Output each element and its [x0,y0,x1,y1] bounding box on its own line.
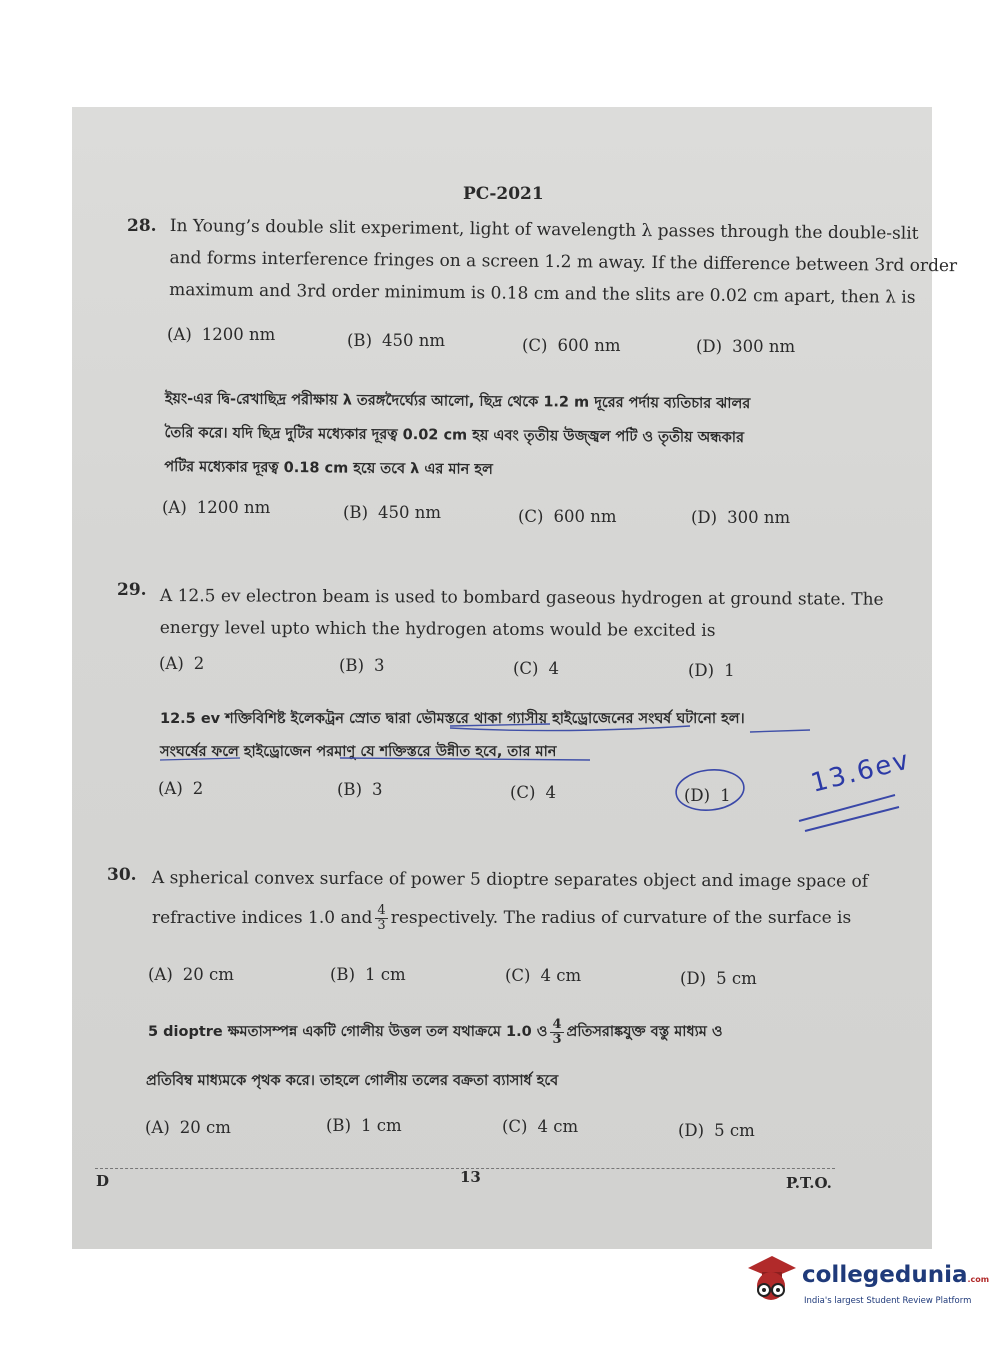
q28-option-a[interactable]: (A) 1200 nm [167,325,276,344]
fraction-four-thirds: $\frac{4}{3}$ [377,903,386,933]
logo-com: .com [967,1275,990,1284]
question-30-bengali-line-1 [148,1014,723,1050]
mascot-icon [738,1250,798,1310]
q30-option-d[interactable]: (D) 5 cm [680,969,757,988]
question-28-line-1: In Young’s double slit experiment, light of wavelength λ passes through the double-slit [169,215,919,244]
question-29-line-1: A 12.5 ev electron beam is used to bombard gaseous hydrogen at ground state. The [159,585,884,610]
paper-code: PC-2021 [463,184,544,204]
q29-bn-line-2: সংঘর্ষের ফলে হাইড্রোজেন পরমাণু যে শক্তিস্তরে উন্নীত হবে, তার মান [160,744,557,760]
q29-bn-option-c[interactable]: (C) 4 [510,783,556,802]
question-28-line-3: maximum and 3rd order minimum is 0.18 cm and the slits are 0.02 cm apart, then λ is [169,279,916,308]
question-29-english [160,580,884,648]
question-28-number: 28. [127,216,157,236]
question-28-english [169,210,958,314]
question-30-line-2 [152,900,851,936]
q29-bn-option-d[interactable]: (D) 1 [684,786,731,805]
q29-option-a[interactable]: (A) 2 [159,654,205,673]
collegedunia-logo [738,1250,988,1320]
page-number: 13 [460,1168,481,1186]
q28-bn-line-2: তৈরি করে। যদি ছিদ্র দুটির মধ্যেকার দূরত্ব 0.02 cm হয় এবং তৃতীয় উজ্জ্বল পটি ও তৃতীয় অন্ধকার [164,424,745,447]
q30-option-a[interactable]: (A) 20 cm [148,965,234,984]
q29-bn-option-b[interactable]: (B) 3 [337,780,383,799]
q28-option-b[interactable]: (B) 450 nm [347,331,446,350]
q30-option-c[interactable]: (C) 4 cm [505,966,582,985]
q30-option-b[interactable]: (B) 1 cm [330,965,406,984]
question-30-line-2-post: respectively. The radius of curvature of the surface is [390,908,852,928]
q28-bn-option-c[interactable]: (C) 600 nm [518,507,617,526]
pto-label: P.T.O. [786,1174,832,1192]
handwritten-note-underline [795,785,905,835]
q30-bn-option-c[interactable]: (C) 4 cm [502,1117,579,1136]
q28-option-c[interactable]: (C) 600 nm [522,336,621,355]
logo-wordmark: collegedunia [802,1262,968,1288]
q28-bn-option-d[interactable]: (D) 300 nm [691,508,791,527]
footer-set-code: D [96,1172,110,1190]
question-30-number: 30. [107,865,137,885]
question-29-line-2: energy level upto which the hydrogen atoms would be excited is [159,617,716,641]
q30-bn-line-1-pre: 5 dioptre ক্ষমতাসম্পন্ন একটি গোলীয় উত্তল তল যথাক্রমে 1.0 ও [148,1024,548,1040]
q30-bn-option-b[interactable]: (B) 1 cm [326,1116,402,1135]
q28-bn-option-b[interactable]: (B) 450 nm [343,503,442,522]
question-28-bengali [164,382,750,489]
q28-bn-line-3: পটির মধ্যেকার দূরত্ব 0.18 cm হয়ে তবে λ এর মান হল [164,458,493,478]
q30-bn-option-d[interactable]: (D) 5 cm [678,1121,755,1140]
handwritten-note: 13.6ev [807,745,914,799]
q28-bn-option-a[interactable]: (A) 1200 nm [162,498,271,517]
q30-bn-option-a[interactable]: (A) 20 cm [145,1118,231,1137]
question-29-number: 29. [117,580,147,600]
q30-bn-line-1-post: প্রতিসরাঙ্কযুক্ত বস্তু মাধ্যম ও [566,1024,723,1040]
q28-bn-line-1: ইয়ং-এর দ্বি-রেখাছিদ্র পরীক্ষায় λ তরঙ্গদৈর্ঘ্যের আলো, ছিদ্র থেকে 1.2 m দূরের পর্দায় ব্যতিচার ঝালর [164,390,751,413]
logo-tagline: India's largest Student Review Platform [804,1296,972,1306]
answer-circle-mark [672,765,752,815]
q29-option-c[interactable]: (C) 4 [513,659,559,678]
q28-option-d[interactable]: (D) 300 nm [696,337,796,356]
q29-bn-option-a[interactable]: (A) 2 [158,779,204,798]
q29-option-d[interactable]: (D) 1 [688,661,735,680]
question-30-bengali-line-2: প্রতিবিম্ব মাধ্যমকে পৃথক করে। তাহলে গোলীয় তলের বক্রতা ব্যাসার্ধ হবে [146,1073,559,1089]
q29-bn-line-1: 12.5 ev শক্তিবিশিষ্ট ইলেকট্রন স্রোত দ্বারা ভৌমস্তরে থাকা গ্যাসীয় হাইড্রোজেনের সংঘর্ষ ঘটানো হল। [160,711,745,727]
question-30-line-1: A spherical convex surface of power 5 dioptre separates object and image space of [151,867,869,892]
question-30-line-2-pre: refractive indices 1.0 and [152,908,373,928]
bn-fraction-four-thirds: $\frac{4}{3}$ [552,1016,562,1047]
question-28-line-2: and forms interference fringes on a screen 1.2 m away. If the difference between 3rd order [169,247,958,277]
q29-option-b[interactable]: (B) 3 [339,656,385,675]
